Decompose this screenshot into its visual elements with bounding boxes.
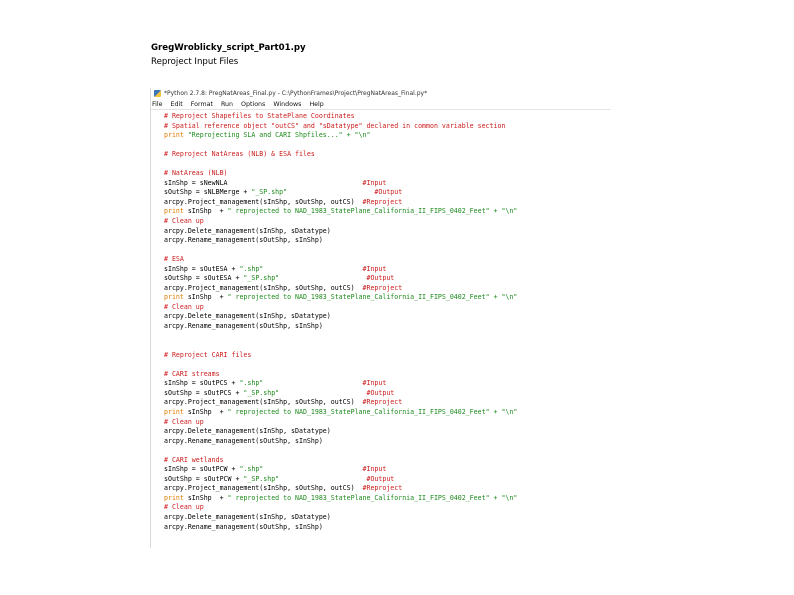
- code-token: sInShp = sOutPCS +: [164, 379, 240, 388]
- code-line: [164, 379, 611, 389]
- code-token: sOutShp = sNLBMerge +: [164, 188, 252, 197]
- code-line: [164, 484, 611, 494]
- menu-format[interactable]: Format: [190, 100, 213, 108]
- code-line: [164, 398, 611, 408]
- code-token: # Reproject Shapefiles to StatePlane Coordinates: [164, 112, 355, 120]
- code-token: #Input: [362, 264, 387, 273]
- code-line: [164, 227, 611, 237]
- code-token: print: [164, 131, 184, 140]
- code-token: "Reprojecting SLA and CARI Shpfiles..." + "\n": [183, 131, 371, 140]
- document-title: GregWroblicky_script_Part01.py: [151, 43, 306, 53]
- python-icon: [154, 90, 161, 97]
- code-line: [164, 217, 611, 227]
- code-token: "_SP.shp": [243, 274, 280, 283]
- menu-edit[interactable]: Edit: [170, 100, 183, 108]
- code-token: #Reproject: [362, 398, 403, 407]
- code-line: [164, 475, 611, 485]
- code-token: [263, 379, 362, 387]
- code-line: [164, 255, 611, 265]
- menu-options[interactable]: Options: [241, 100, 266, 108]
- code-token: sInShp +: [183, 407, 228, 416]
- code-token: sOutShp = sOutESA +: [164, 274, 244, 283]
- code-token: print: [164, 493, 184, 502]
- code-token: #Output: [366, 474, 395, 483]
- code-token: sInShp = sOutPCW +: [164, 465, 240, 474]
- code-line: [164, 465, 611, 475]
- code-line: [164, 437, 611, 447]
- code-line: [164, 322, 611, 332]
- menu-bar: [151, 99, 611, 110]
- code-line: [164, 274, 611, 284]
- code-token: # CARI streams: [164, 369, 220, 378]
- code-token: #Output: [374, 188, 403, 197]
- code-token: ".shp": [239, 264, 264, 273]
- code-token: "_SP.shp": [251, 188, 288, 197]
- code-token: #Output: [366, 388, 395, 397]
- code-line: [164, 408, 611, 418]
- code-token: [287, 188, 374, 196]
- code-token: # Reproject CARI files: [164, 350, 252, 359]
- code-line: [164, 246, 611, 256]
- code-token: arcpy.Rename_management(sOutShp, sInShp): [164, 322, 323, 331]
- code-token: sOutShp = sOutPCS +: [164, 388, 244, 397]
- code-line: [164, 198, 611, 208]
- code-token: #Reproject: [362, 283, 403, 292]
- code-token: [279, 389, 366, 397]
- code-token: arcpy.Rename_management(sOutShp, sInShp): [164, 522, 323, 531]
- code-token: "_SP.shp": [243, 388, 280, 397]
- code-token: #Reproject: [362, 197, 403, 206]
- code-line: [164, 188, 611, 198]
- code-token: # Clean up: [164, 302, 204, 311]
- code-token: " reprojected to NAD_1983_StatePlane_California_II_FIPS_0402_Feet" + "\n": [227, 407, 518, 416]
- code-line: [164, 303, 611, 313]
- code-line: [164, 503, 611, 513]
- code-token: arcpy.Delete_management(sInShp, sDatatype): [164, 226, 331, 235]
- code-token: arcpy.Rename_management(sOutShp, sInShp): [164, 436, 323, 445]
- code-line: [164, 160, 611, 170]
- code-token: arcpy.Project_management(sInShp, sOutShp, outCS): [164, 283, 363, 292]
- code-token: # Reproject NatAreas (NLB) & ESA files: [164, 150, 315, 159]
- code-token: [263, 465, 362, 473]
- code-token: sInShp = sOutESA +: [164, 264, 240, 273]
- window-title: *Python 2.7.8: PregNatAreas_Final.py - C:\PythonFrames\Project\PregNatAreas_Final.py*: [164, 90, 428, 97]
- code-token: arcpy.Project_management(sInShp, sOutShp, outCS): [164, 398, 363, 407]
- code-line: [164, 236, 611, 246]
- menu-help[interactable]: Help: [309, 100, 324, 108]
- code-line: [164, 284, 611, 294]
- code-token: print: [164, 207, 184, 216]
- idle-editor-window: [150, 88, 611, 548]
- code-token: # Clean up: [164, 417, 204, 426]
- code-line: [164, 179, 611, 189]
- code-token: #Input: [362, 379, 387, 388]
- code-line: [164, 494, 611, 504]
- code-token: #Input: [362, 178, 387, 187]
- code-editor[interactable]: [164, 112, 611, 532]
- code-line: [164, 169, 611, 179]
- code-token: sInShp +: [183, 293, 228, 302]
- menu-windows[interactable]: Windows: [273, 100, 302, 108]
- code-line: [164, 389, 611, 399]
- code-token: #Reproject: [362, 484, 403, 493]
- code-token: # NatAreas (NLB): [164, 169, 228, 178]
- menu-file[interactable]: File: [152, 100, 163, 108]
- code-line: [164, 360, 611, 370]
- code-token: sInShp +: [183, 207, 228, 216]
- code-line: [164, 446, 611, 456]
- menu-run[interactable]: Run: [220, 100, 234, 108]
- code-token: arcpy.Delete_management(sInShp, sDatatype): [164, 427, 331, 436]
- code-token: ".shp": [239, 465, 264, 474]
- code-line: [164, 312, 611, 322]
- code-line: [164, 112, 611, 122]
- code-line: [164, 351, 611, 361]
- code-line: [164, 207, 611, 217]
- code-line: [164, 427, 611, 437]
- code-token: print: [164, 407, 184, 416]
- code-token: "_SP.shp": [243, 474, 280, 483]
- document-heading: [151, 41, 306, 69]
- code-line: [164, 370, 611, 380]
- code-line: [164, 418, 611, 428]
- code-token: sOutShp = sOutPCW +: [164, 474, 244, 483]
- code-token: arcpy.Delete_management(sInShp, sDatatype): [164, 512, 331, 521]
- code-line: [164, 341, 611, 351]
- code-token: arcpy.Project_management(sInShp, sOutShp, outCS): [164, 484, 363, 493]
- code-line: [164, 293, 611, 303]
- code-token: [263, 265, 362, 273]
- code-token: # Clean up: [164, 503, 204, 512]
- code-line: [164, 513, 611, 523]
- code-token: arcpy.Delete_management(sInShp, sDatatype): [164, 312, 331, 321]
- code-line: [164, 131, 611, 141]
- code-token: arcpy.Project_management(sInShp, sOutShp, outCS): [164, 197, 363, 206]
- window-titlebar[interactable]: [151, 88, 611, 99]
- code-token: #Input: [362, 465, 387, 474]
- code-token: arcpy.Rename_management(sOutShp, sInShp): [164, 236, 323, 245]
- code-line: [164, 122, 611, 132]
- code-token: [279, 274, 366, 282]
- code-token: [279, 475, 366, 483]
- code-line: [164, 332, 611, 342]
- code-token: " reprojected to NAD_1983_StatePlane_California_II_FIPS_0402_Feet" + "\n": [227, 207, 518, 216]
- document-subtitle: Reproject Input Files: [151, 57, 239, 67]
- code-token: print: [164, 293, 184, 302]
- code-token: sInShp +: [183, 493, 228, 502]
- code-token: ".shp": [239, 379, 264, 388]
- code-token: # Spatial reference object "outCS" and "sDatatype" declared in common variable section: [164, 121, 506, 130]
- code-token: " reprojected to NAD_1983_StatePlane_California_II_FIPS_0402_Feet" + "\n": [227, 493, 518, 502]
- code-line: [164, 265, 611, 275]
- code-token: # ESA: [164, 255, 184, 264]
- code-token: #Output: [366, 274, 395, 283]
- code-token: # Clean up: [164, 217, 204, 226]
- code-line: [164, 456, 611, 466]
- code-token: sInShp = sNewNLA: [164, 178, 363, 187]
- code-line: [164, 141, 611, 151]
- code-token: # CARI wetlands: [164, 455, 224, 464]
- code-line: [164, 523, 611, 533]
- code-token: " reprojected to NAD_1983_StatePlane_California_II_FIPS_0402_Feet" + "\n": [227, 293, 518, 302]
- code-line: [164, 150, 611, 160]
